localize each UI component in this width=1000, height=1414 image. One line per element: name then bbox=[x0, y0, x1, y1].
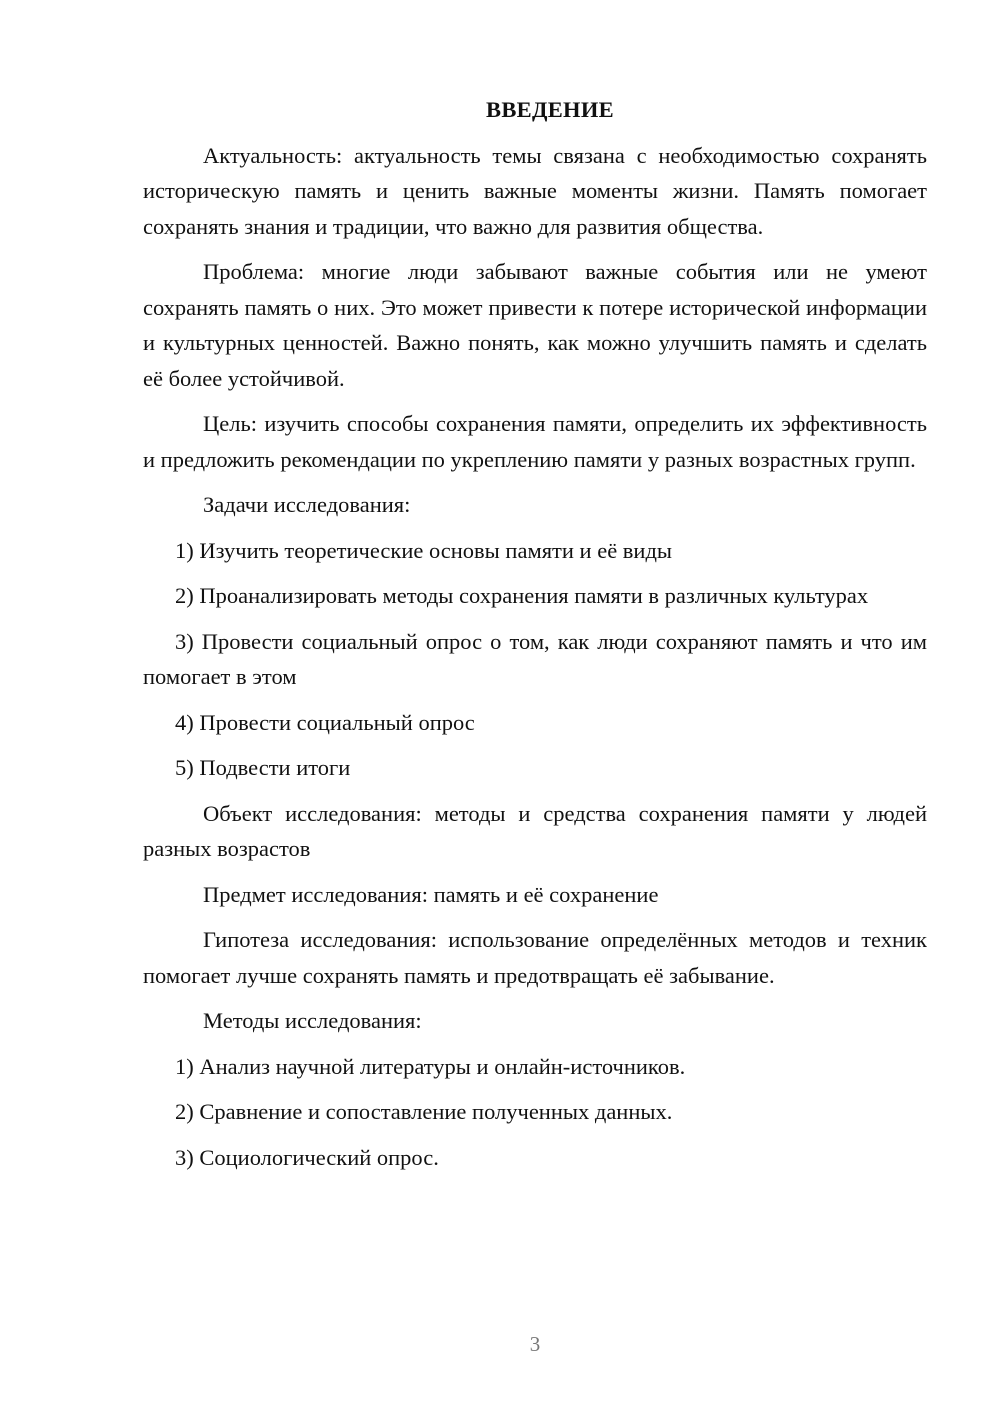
methods-heading: Методы исследования: bbox=[203, 1008, 422, 1033]
page-number: 3 bbox=[529, 1332, 541, 1356]
method-item-3: 3) Социологический опрос. bbox=[175, 1144, 439, 1170]
object-paragraph: Объект исследования: методы и средства сохранения памяти у людей разных возрастов bbox=[143, 800, 927, 861]
task-item-3: 3) Провести социальный опрос о том, как люди сохраняют память и что им помогает в этом bbox=[143, 628, 927, 689]
task-item-1: 1) Изучить теоретические основы памяти и её виды bbox=[175, 537, 673, 563]
tasks-heading: Задачи исследования: bbox=[203, 492, 411, 517]
relevance-paragraph: Актуальность: актуальность темы связана с необходимостью сохранять историческую память и ценить важные моменты жизни. Память помогает сохранять знания и традиции, что важно для развития общества. bbox=[143, 142, 927, 239]
problem-paragraph: Проблема: многие люди забывают важные события или не умеют сохранять память о них. Это может привести к потере исторической информации и культурных ценностей. Важно понять, как можно улучшить память и сделать её более устойчивой. bbox=[143, 259, 927, 391]
method-item-2: 2) Сравнение и сопоставление полученных данных. bbox=[175, 1099, 673, 1124]
hypothesis-paragraph: Гипотеза исследования: использование определённых методов и техник помогает лучше сохранять память и предотвращать её забывание. bbox=[143, 927, 927, 988]
task-item-2: 2) Проанализировать методы сохранения памяти в различных культурах bbox=[175, 583, 869, 608]
task-item-5: 5) Подвести итоги bbox=[175, 755, 351, 780]
page-title: ВВЕДЕНИЕ bbox=[486, 97, 614, 122]
subject-paragraph: Предмет исследования: память и её сохранение bbox=[203, 881, 659, 907]
method-item-1: 1) Анализ научной литературы и онлайн-источников. bbox=[175, 1053, 686, 1079]
document-body bbox=[143, 92, 927, 1185]
goal-paragraph: Цель: изучить способы сохранения памяти, определить их эффективность и предложить рекомендации по укреплению памяти у разных возрастных групп. bbox=[143, 411, 927, 472]
task-item-4: 4) Провести социальный опрос bbox=[175, 709, 475, 735]
